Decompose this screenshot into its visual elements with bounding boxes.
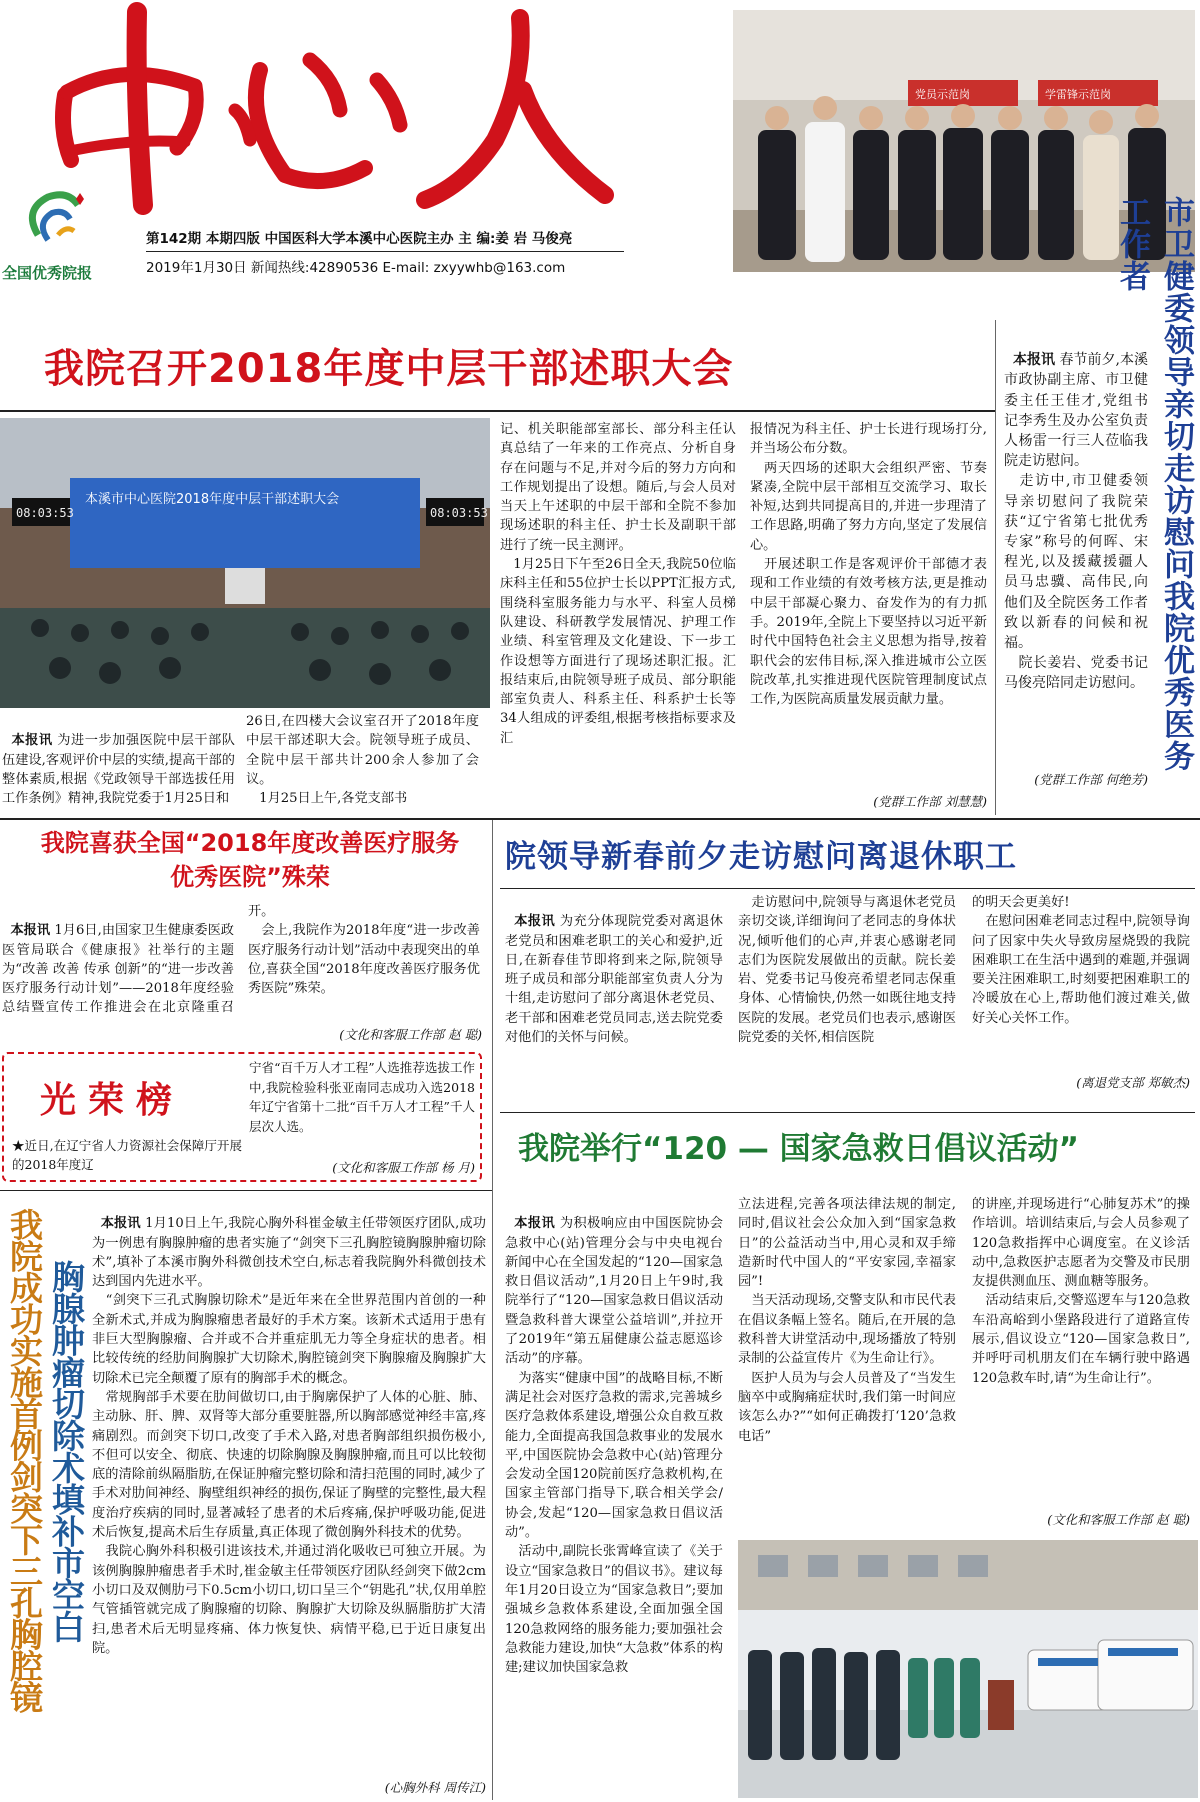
story1-col2: 26日,在四楼大会议室召开了2018年度中层干部述职大会。院领导班子成员、全院中层干部共计200余人参加了会议。 1月25日上午,各党支部书	[246, 714, 479, 807]
story3-lead: 本报讯	[10, 923, 51, 939]
award-logo	[18, 185, 103, 260]
masthead-info-line1: 第142期 本期四版 中国医科大学本溪中心医院主办 主 编:姜 岩 马俊亮	[146, 231, 573, 247]
story4-col2: 走访慰问中,院领导与离退休老党员亲切交谈,详细询问了老同志的身体状况,倾听他们的心声,并衷心感谢老同志们为医院发展做出的贡献。院长姜岩、党委书记马俊亮希望老同志保重身体、心情愉快,仍然一如既往地支持医院的发展。老党员们也表示,感谢医院党委的关怀,相信医院	[738, 895, 956, 1046]
sign-left: 党员示范岗	[915, 88, 970, 101]
honor-text1: ★近日,在辽宁省人力资源社会保障厅开展的2018年度辽	[12, 1138, 242, 1172]
honor-signature: (文化和客服工作部 杨 月)	[332, 1160, 475, 1175]
sign-right: 学雷锋示范岗	[1045, 88, 1111, 101]
masthead-divider	[146, 251, 624, 252]
story2-text: 春节前夕,本溪市政协副主席、市卫健委主任王佳才,党组书记李秀生及办公室负责人杨雷一行三人莅临我院走访慰问。 走访中,市卫健委领导亲切慰问了我院荣获“辽宁省第七批优秀专家”称号的何晖、宋程光,以及援藏援疆人员马忠骥、高伟民,向他们及全院医务工作者致以新春的问候和祝福。 院长姜岩、党委书记马俊亮陪同走访慰问。	[1004, 352, 1148, 692]
row2-top-rule	[0, 818, 1200, 820]
honor-box	[2, 1052, 482, 1182]
story4-rule	[500, 888, 1195, 889]
story4-col1-text: 为充分体现院党委对离退休老党员和困难老职工的关心和爱护,近日,在新春佳节即将到来之际,院领导班子成员和部分职能部室负责人分为十组,走访慰问了部分离退休老党员、老干部和困难老党员同志,送去院党委对他们的关怀与问候。	[505, 914, 723, 1046]
story2-signature: (党群工作部 何绝芳)	[1034, 772, 1148, 787]
story1-col4: 报情况为科主任、护士长进行现场打分,并当场公布分数。 两天四场的述职大会组织严密、节奏紧凑,全院中层干部相互交流学习、取长补短,达到共同提高目的,并进一步理清了工作思路,明确了努力方向,坚定了发展信心。 开展述职工作是客观评价干部德才表现和工作业绩的有效考核方法,更是推动中层干部凝心聚力、奋发作为的有力抓手。2019年,全院上下要坚持以习近平新时代中国特色社会主义思想为指导,按着职代会的宏伟目标,深入推进城市公立医院改革,扎实推进现代医院管理制度试点工作,为医院高质量发展贡献力量。	[750, 422, 987, 708]
story4-col3: 的明天会更美好! 在慰问困难老同志过程中,院领导询问了因家中失火导致房屋烧毁的我院困难职工在生活中遇到的难题,并强调要关注困难职工,时刻要把困难职工的冷暖放在心上,帮助他们渡过难关,做好关心关怀工作。	[972, 895, 1190, 1026]
story2-headline-text: 市卫健委领导亲切走访慰问我院优秀医务工作者	[1114, 196, 1194, 772]
story2-headline	[1114, 196, 1198, 796]
story5-signature: (心胸外科 周传江)	[384, 1780, 486, 1795]
masthead-calligraphy	[45, 0, 605, 210]
story1-col3: 记、机关职能部室部长、部分科主任认真总结了一年来的工作亮点、分析自身存在问题与不足,并对今后的努力方向和工作规划提出了设想。随后,与会人员对当天上午述职的中层干部和全院不参加现场述职的科主任、护士长及副职干部进行了统一民主测评。 1月25日下午至26日全天,我院50位临床科主任和55位护士长以PPT汇报方式,围绕科室服务能力与水平、科室人员梯队建设、科研教学发展情况、护理工作业绩、科室管理及文化建设、下一步工作设想等方面进行了现场述职汇报。汇报结束后,由院领导班子成员、部分职能部室负责人、科系主任、科系护士长等34人组成的评委组,根据考核指标要求及汇	[500, 422, 736, 746]
clock-right: 08:03:53	[430, 506, 488, 520]
story6-top-rule	[500, 1112, 1195, 1113]
honor-text2: 宁省“百千万人才工程”人选推荐选拔工作中,我院检验科张亚南同志成功入选2018年辽宁省第十二批“百千万人才工程”千人层次人选。	[249, 1060, 475, 1134]
story1-top-rule	[0, 410, 995, 412]
story1-col1	[2, 712, 235, 812]
story6-col3: 的讲座,并现场进行“心肺复苏术”的操作培训。培训结束后,与会人员参观了120急救指挥中心调度室。在义诊活动中,急救医护志愿者为交警及市民朋友提供测血压、测血糖等服务。 活动结束后,交警巡逻车与120急救车沿高峪到小堡路段进行了道路宣传展示,倡议设立“120—国家急救日”,并呼吁司机朋友们在车辆行驶中路遇120急救车时,请“为生命让行”。	[972, 1197, 1190, 1386]
story5-headline-col1	[4, 1208, 44, 1798]
story2-body	[1004, 330, 1148, 790]
story1-lead: 本报讯	[11, 733, 53, 749]
story1-headline: 我院召开2018年度中层干部述职大会	[44, 346, 734, 392]
story2-left-rule	[995, 320, 996, 815]
photo-banner-text: 本溪市中心医院2018年度中层干部述职大会	[85, 492, 340, 507]
masthead-title	[45, 0, 605, 210]
story3-body	[2, 902, 480, 1042]
story5-headline-text2: 胸腺肿瘤切除术填补市空白	[47, 1260, 86, 1642]
story3-headline: 我院喜获全国“2018年度改善医疗服务优秀医院”殊荣	[40, 829, 460, 891]
story5-text: 1月10日上午,我院心胸外科崔金敏主任带领医疗团队,成功为一例患有胸腺肿瘤的患者实施了“剑突下三孔胸腔镜胸腺肿瘤切除术”,填补了本溪市胸外科微创技术空白,标志着我院胸外科微创技术达到国内先进水平。 “剑突下三孔式胸腺切除术”是近年来在全世界范围内首创的一种全新术式,并成为胸腺瘤患者最好的手术方案。该新术式适用于患有非巨大型胸腺瘤、合并或不合并重症肌无力等全身症状的患者。相比较传统的经肋间胸腺扩大切除术,胸腔镜剑突下胸腺瘤及胸腺扩大切除术已完全颠覆了原有的胸部手术的概念。 常规胸部手术要在肋间做切口,由于胸廓保护了人体的心脏、肺、主动脉、肝、脾、双肾等大部分重要脏器,所以胸部感觉神经丰富,疼痛剧烈。而剑突下切口,改变了手术入路,对患者胸部组织损伤极小,不但可以安全、彻底、快速的切除胸腺及胸腺肿瘤,而且可以比较彻底的清除前纵隔脂肪,在保证肿瘤完整切除和清扫范围的同时,减少了手术对肋间神经、胸壁组织神经的损伤,保证了胸壁的完整性,最大程度治疗疾病的同时,显著减轻了患者的术后疼痛,保护呼吸功能,促进术后恢复,提高术后生存质量,真正体现了微创胸外科技术的优势。 我院心胸外科积极引进该技术,并通过消化吸收已可独立开展。为该例胸腺肿瘤患者手术时,崔金敏主任带领医疗团队经剑突下做2cm小切口及双侧肋弓下0.5cm小切口,切口呈三个“钥匙孔”状,仅用单腔气管插管就完成了胸腺瘤的切除、胸腺扩大切除及纵膈脂肪扩大清扫,患者术后无明显疼痛、体力恢复快、病情平稳,已于近日康复出院。	[92, 1216, 486, 1656]
story2-lead: 本报讯	[1012, 352, 1055, 369]
col-divider-mid	[492, 820, 493, 1800]
story6-col1-text: 为积极响应由中国医院协会急救中心(站)管理分会与中央电视台新闻中心在全国发起的“120—国家急救日倡议活动”,1月20日上午9时,我院举行了“120—国家急救日倡议活动暨急救科普大课堂公益培训”,并拉开了2019年“第五届健康公益志愿巡诊活动”的序幕。 为落实“健康中国”的战略目标,不断满足社会对医疗急救的需求,完善城乡医疗急救体系建设,增强公众自救互救能力,全面提高我国急救事业的发展水平,中国医院协会急救中心(站)管理分会发动全国120院前医疗急救机构,在国家主管部门指导下,联合相关学会/协会,发起“120—国家急救日倡议活动”。 活动中,副院长张霄峰宣读了《关于设立“国家急救日”的倡议书》。建议每年1月20日设立为“国家急救日”;要加强城乡急救体系建设,全面加强全国120急救网络的服务能力;要加强社会急救能力建设,加快“大急救”体系的构建;建议加快国家急救	[505, 1216, 723, 1676]
award-label: 全国优秀院报	[2, 264, 93, 282]
story5-top-rule	[0, 1190, 492, 1191]
story5-headline-col2	[46, 1260, 86, 1690]
story3-signature: (文化和客服工作部 赵 聪)	[339, 1027, 482, 1042]
story3-text: 1月6日,由国家卫生健康委医政医管局联合《健康报》社举行的主题为“改善 改善 传承 创新”的“进一步改善医疗服务行动计划”——2018年度经验总结暨宣传工作推进会在北京隆重召开。 会上,我院作为2018年度“进一步改善医疗服务行动计划”活动中表现突出的单位,喜获全国“2018年度改善医疗服务优秀医院”殊荣。	[2, 904, 480, 1016]
photo-assembly-hall	[0, 418, 490, 708]
hidden-title-text	[0, 0, 1, 1]
story4-lead: 本报讯	[514, 914, 556, 930]
story1-col1-text: 为进一步加强医院中层干部队伍建设,客观评价中层的实绩,提高干部的整体素质,根据《党政领导干部选拔任用工作条例》精神,我院党委于1月25日和	[2, 733, 235, 807]
story4-headline: 院领导新春前夕走访慰问离退休职工	[505, 839, 1017, 875]
story6-headline: 我院举行“120 — 国家急救日倡议活动”	[518, 1131, 1080, 1167]
story6-col2: 立法进程,完善各项法律法规的制定,同时,倡议社会公众加入到“国家急救日”的公益活动当中,用心灵和双手缔造新时代中国人的“平安家园,幸福家园”! 当天活动现场,交警支队和市民代表在倡议条幅上签名。随后,在开展的急救科普大讲堂活动中,现场播放了特别录制的公益宣传片《为生命让行》。 医护人员为与会人员普及了“当发生脑卒中或胸痛症状时,我们第一时间应该怎么办?”“如何正确拨打‘120’急救电话”	[738, 1197, 956, 1444]
masthead-info-line2: 2019年1月30日 新闻热线:42890536 E-mail: zxyywhb@163.com	[146, 260, 566, 276]
story5-body	[92, 1195, 486, 1778]
story1-signature: (党群工作部 刘慧慧)	[873, 794, 987, 809]
story6-lead: 本报讯	[514, 1216, 556, 1232]
honor-title: 光荣榜	[40, 1080, 185, 1121]
story4-col1	[505, 893, 723, 1093]
story6-col1	[505, 1195, 723, 1798]
photo-ambulances	[738, 1540, 1198, 1798]
story4-signature: (离退党支部 郑敏杰)	[1076, 1075, 1190, 1090]
story5-headline-text1: 我院成功实施首例剑突下三孔胸腔镜	[5, 1208, 44, 1712]
story5-lead: 本报讯	[100, 1216, 141, 1232]
clock-left: 08:03:53	[16, 506, 74, 520]
story6-signature: (文化和客服工作部 赵 聪)	[1047, 1512, 1190, 1527]
